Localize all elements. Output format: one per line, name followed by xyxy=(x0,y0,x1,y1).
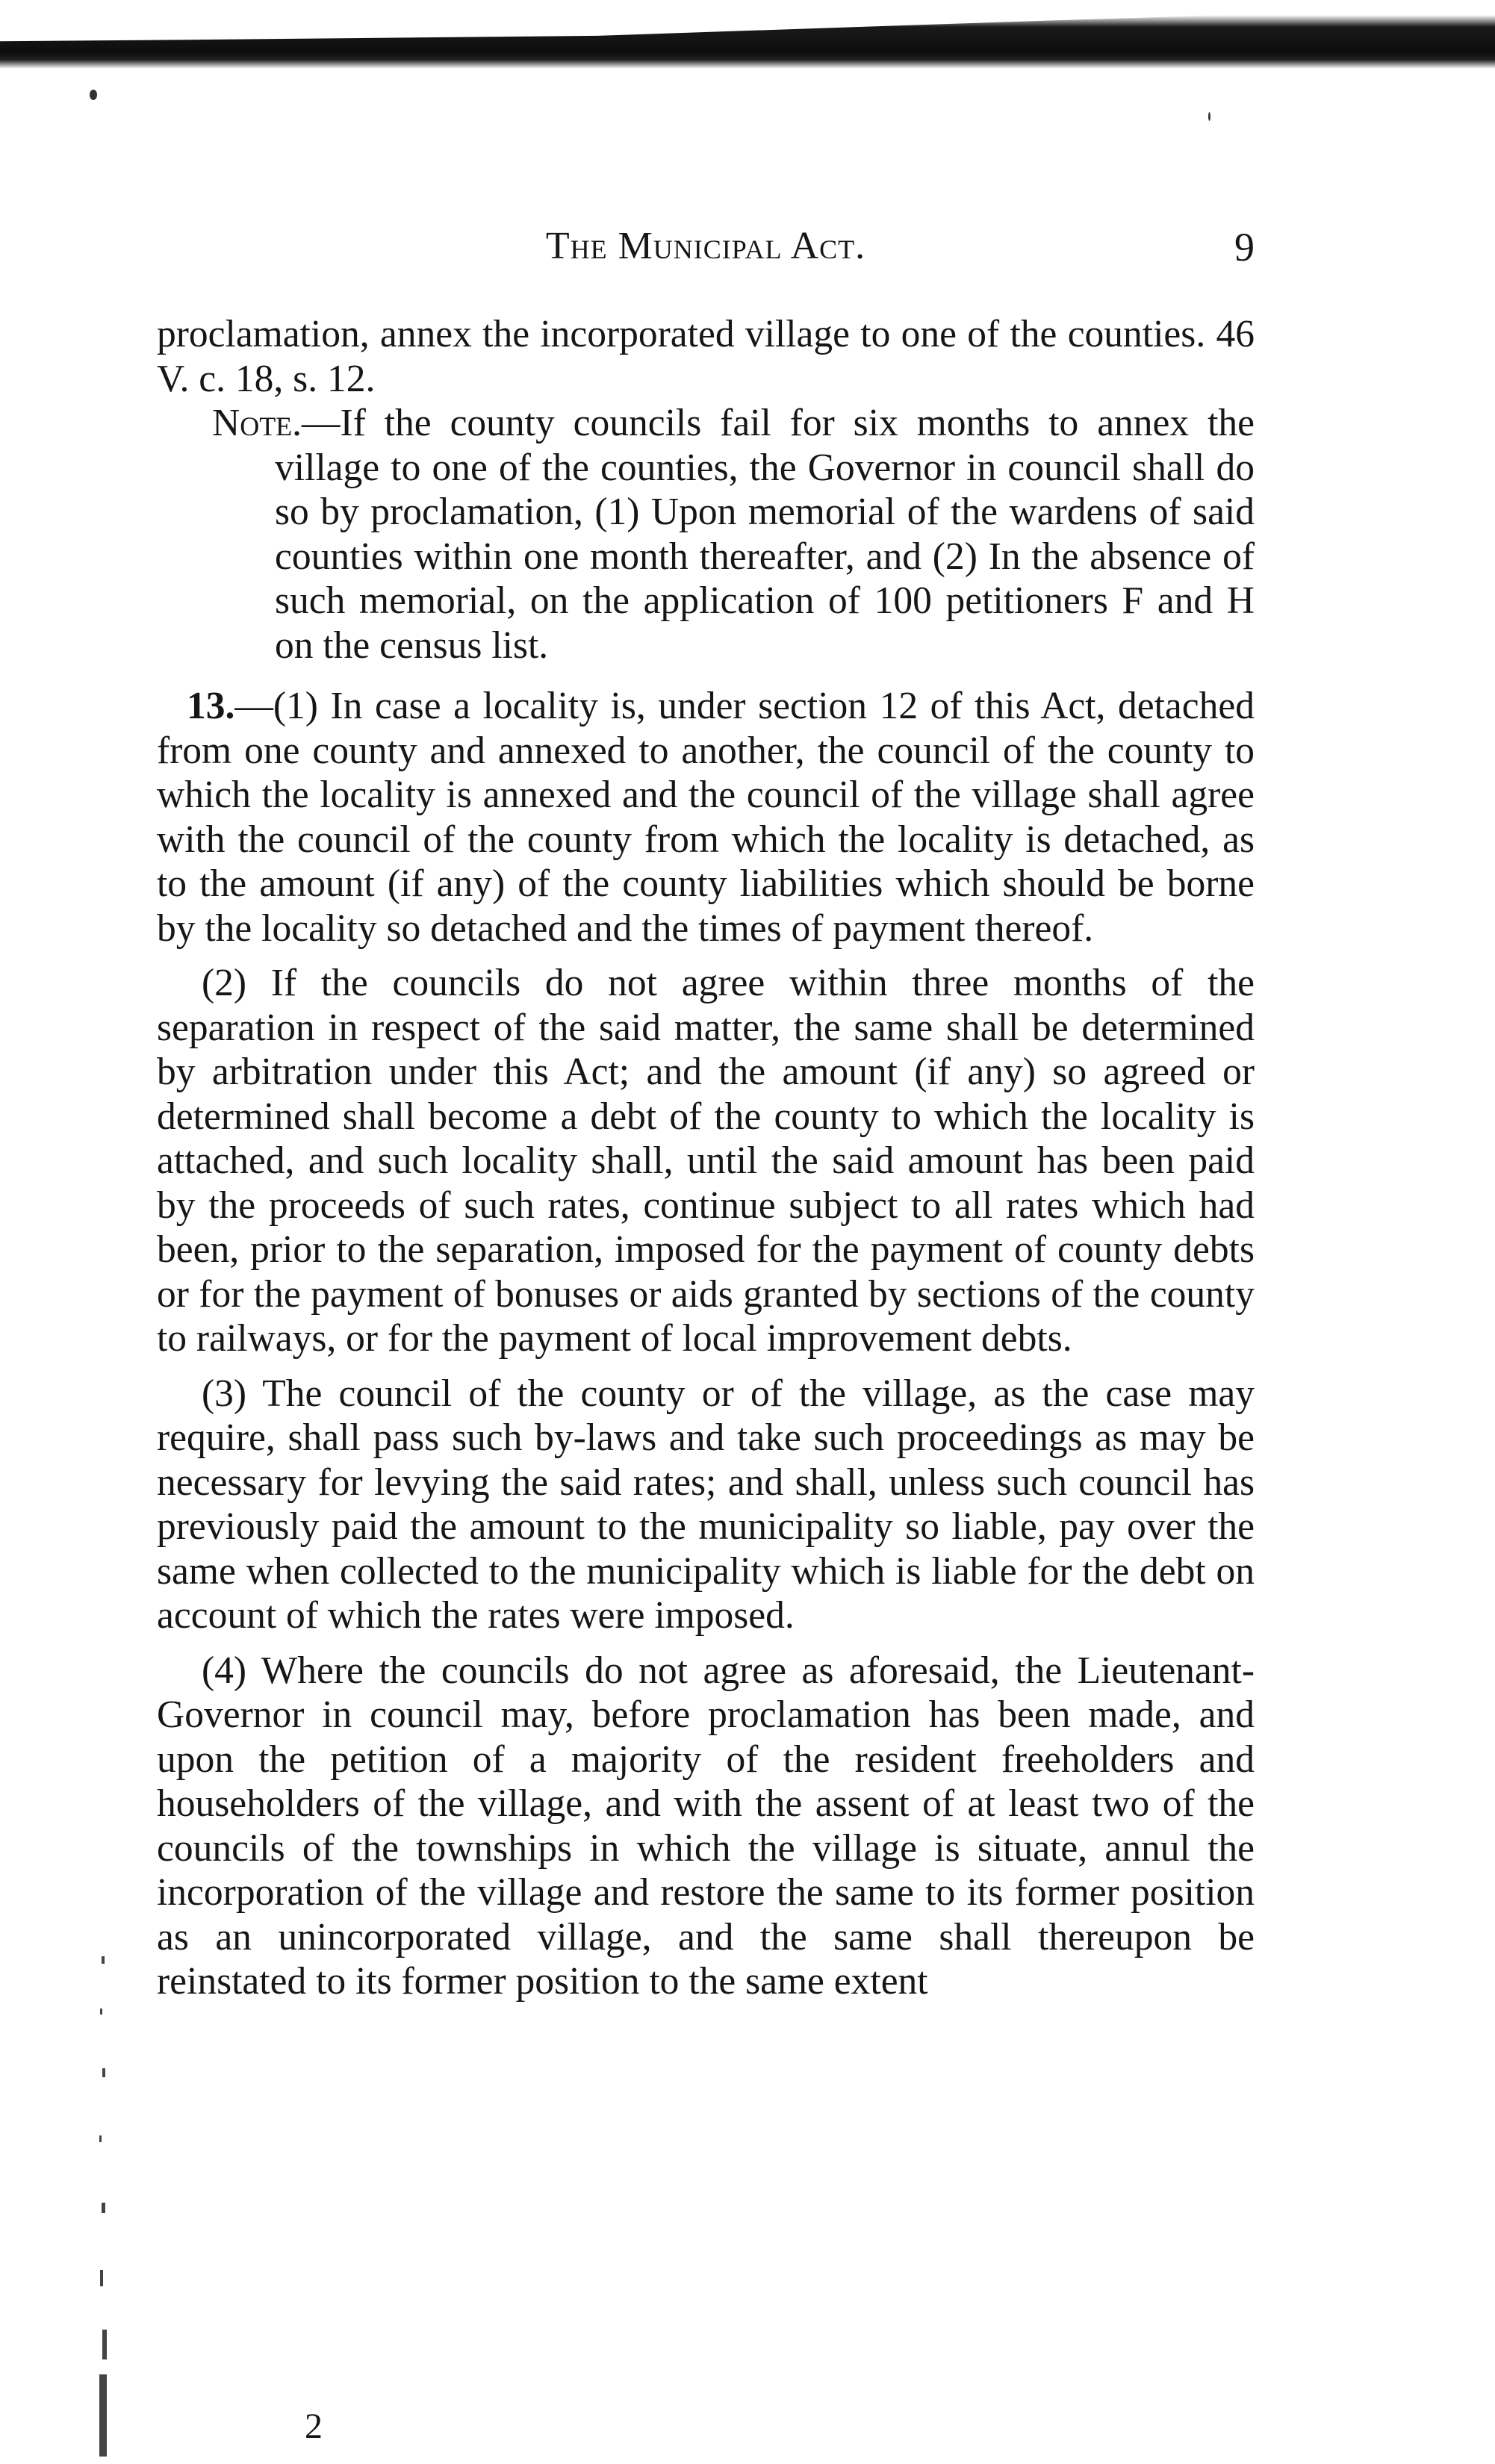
section-13-subsection-4: (4) Where the councils do not agree as aforesaid, the Lieutenant-Governor in council may, before proclamation has been made, and upon the petition of a majority of the resident freeholders and householders of the village, and with the assent of at least two of the councils of the townships in which the village is situate, annul the incorporation of the village and restore the same to its former position as an unincorporated village, and the same shall thereupon be reinstated to its former position to the same extent xyxy=(157,1649,1255,2003)
scan-speck xyxy=(1208,112,1210,121)
page-number: 9 xyxy=(1234,225,1255,270)
section-13-subsection-1 xyxy=(157,684,1255,951)
note-label: Note. xyxy=(212,402,302,444)
page-header xyxy=(157,224,1255,284)
scan-edge-shadow xyxy=(0,0,1495,69)
binding-edge-marks xyxy=(96,1956,112,2464)
scan-speck xyxy=(90,90,97,100)
continuation-paragraph: proclamation, annex the incorporated village to one of the counties. 46 V. c. 18, s. 12. xyxy=(157,313,1255,400)
section-number: 13. xyxy=(187,685,235,727)
section-13-subsection-2: (2) If the councils do not agree within three months of the separation in respect of the said matter, the same shall be determined by arbitration under this Act; and the amount (if any) so agreed or determined shall become a debt of the county to which the locality is attached, and such locality shall, until the said amount has been paid by the proceeds of such rates, continue subject to all rates which had been, prior to the separation, imposed for the payment of county debts or for the payment of bonuses or aids granted by sections of the county to railways, or for the payment of local improvement debts. xyxy=(157,962,1255,1360)
body-text xyxy=(157,312,1255,2015)
note-text: —If the county councils fail for six months to annex the village to one of the counties, the Governor in council shall do so by proclamation, (1) Upon memorial of the wardens of said counties within one month thereafter, and (2) In the absence of such memorial, on the application of 100 petitioners F and H on the census list. xyxy=(275,402,1255,667)
running-head: The Municipal Act. xyxy=(545,225,866,267)
section-13-subsection-3: (3) The council of the county or of the village, as the case may require, shall pass such by-laws and take such proceedings as may be necessary for levying the said rates; and shall, unless such council has previously paid the amount to the municipality so liable, pay over the same when collected to the municipality which is liable for the debt on account of which the rates were imposed. xyxy=(157,1372,1255,1637)
signature-mark: 2 xyxy=(305,2407,323,2446)
section-13-1-text: —(1) In case a locality is, under section 12 of this Act, detached from one county and annexed to another, the council of the county to which the locality is annexed and the council of the village shall agree with the council of the county from which the locality is detached, as to the amount (if any) of the county liabilities which should be borne by the locality so detached and the times of payment thereof. xyxy=(157,685,1255,950)
note-paragraph xyxy=(157,401,1255,668)
